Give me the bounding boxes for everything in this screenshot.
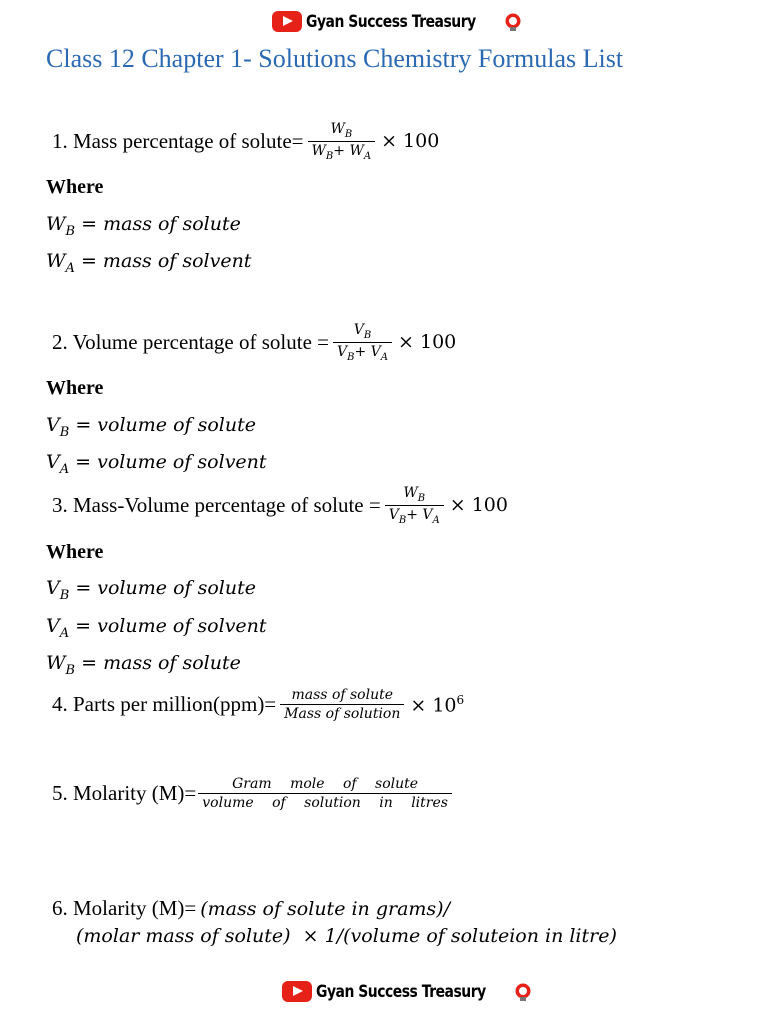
youtube-play-icon-footer	[282, 981, 312, 1002]
w1-d2-text: = mass of solvent	[80, 250, 252, 272]
formula-4-fraction	[280, 687, 404, 722]
f1-num-sub: B	[344, 128, 353, 140]
w3-d1-sub: B	[59, 587, 70, 603]
f1-den1: W	[311, 142, 326, 159]
where-2-def-1	[46, 414, 256, 440]
formula-3-label: 3. Mass-Volume percentage of solute =	[52, 492, 381, 517]
w3-d3-sub: B	[65, 662, 76, 678]
f2-den1: V	[337, 343, 348, 360]
w3-d1-text: = volume of solute	[75, 577, 256, 599]
formula-2-label: 2. Volume percentage of solute =	[52, 329, 329, 354]
f1-num: W	[330, 121, 345, 137]
f3-den1-sub: B	[398, 514, 407, 526]
f1-den2-sub: A	[363, 150, 372, 162]
f4-times-text: × 10	[410, 694, 457, 717]
formula-4	[52, 687, 464, 722]
page-title: Class 12 Chapter 1- Solutions Chemistry Formulas List	[46, 44, 624, 73]
where-3-def-2	[46, 615, 267, 641]
formula-1	[52, 121, 439, 162]
formula-5-label: 5. Molarity (M)=	[52, 781, 197, 805]
formula-1-fraction	[308, 121, 376, 162]
w2-d1-sym: V	[46, 414, 60, 436]
formula-4-times	[410, 693, 464, 716]
f1-den2: W	[349, 142, 364, 159]
f1-plus: +	[333, 142, 346, 159]
formula-5	[52, 776, 456, 811]
w2-d1-text: = volume of solute	[75, 414, 256, 436]
where-3-def-3	[46, 652, 241, 678]
f2-den2-sub: A	[380, 351, 389, 363]
w1-d1-sym: W	[46, 213, 66, 235]
w2-d2-sym: V	[46, 451, 60, 473]
w1-d2-sym: W	[46, 250, 66, 272]
f1-den1-sub: B	[325, 150, 334, 162]
f3-den1: V	[388, 506, 399, 523]
f4-exp: 6	[456, 692, 465, 707]
formula-6-label: 6. Molarity (M)=	[52, 896, 197, 920]
w1-d1-sub: B	[65, 223, 76, 239]
f2-plus: +	[354, 343, 367, 360]
brand-header	[272, 11, 523, 32]
brand-name-footer: Gyan Success Treasury	[316, 981, 486, 1002]
f2-den2: V	[370, 343, 381, 360]
formula-6-line-1	[52, 896, 450, 921]
w3-d2-sub: A	[59, 625, 70, 641]
f5-den: volume of solution in litres	[198, 793, 452, 811]
w2-d2-sub: A	[59, 461, 70, 477]
youtube-play-icon	[272, 11, 302, 32]
where-2-def-2	[46, 451, 267, 477]
w2-d2-text: = volume of solvent	[75, 451, 267, 473]
w3-d3-sym: W	[46, 652, 66, 674]
f2-num-sub: B	[363, 329, 372, 341]
f3-plus: +	[406, 506, 418, 523]
f4-den: Mass of solution	[280, 704, 404, 722]
w3-d1-sym: V	[46, 577, 60, 599]
f2-den1-sub: B	[347, 351, 355, 363]
f3-num-sub: B	[417, 492, 426, 504]
w3-d2-sym: V	[46, 615, 60, 637]
formula-2-times: × 100	[398, 331, 457, 354]
where-2-label: Where	[46, 377, 104, 399]
w2-d1-sub: B	[59, 424, 70, 440]
f3-den2-sub: A	[432, 514, 440, 526]
bulb-icon-footer	[513, 982, 533, 1002]
f3-num: W	[403, 485, 418, 501]
formula-1-label: 1. Mass percentage of solute=	[52, 128, 304, 153]
brand-name: Gyan Success Treasury	[306, 11, 476, 32]
formula-6-line-2: (molar mass of solute) × 1/(volume of soluteion in litre)	[76, 925, 617, 947]
bulb-icon	[503, 12, 523, 32]
formula-4-label: 4. Parts per million(ppm)=	[52, 692, 277, 716]
w1-d1-text: = mass of solute	[81, 213, 241, 235]
f2-num: V	[353, 322, 364, 338]
formula-2-fraction	[333, 322, 392, 363]
w3-d3-text: = mass of solute	[81, 652, 241, 674]
formula-3-times: × 100	[449, 494, 508, 517]
formula-6-expr-1: (mass of solute in grams)/	[200, 897, 450, 920]
where-3-def-1	[46, 577, 256, 603]
f3-den2: V	[422, 506, 433, 523]
where-1-label: Where	[46, 176, 104, 198]
where-1-def-2	[46, 250, 251, 276]
f4-num: mass of solute	[291, 687, 394, 703]
w1-d2-sub: A	[65, 260, 75, 276]
f5-num: Gram mole of solute	[232, 776, 419, 792]
where-3-label: Where	[46, 541, 104, 563]
where-1-def-1	[46, 213, 241, 239]
brand-footer	[282, 981, 533, 1002]
formula-5-fraction	[198, 776, 452, 811]
formula-1-times: × 100	[381, 130, 440, 153]
w3-d2-text: = volume of solvent	[75, 615, 267, 637]
formula-2	[52, 322, 456, 363]
formula-3	[52, 485, 508, 526]
formula-3-fraction	[385, 485, 444, 526]
